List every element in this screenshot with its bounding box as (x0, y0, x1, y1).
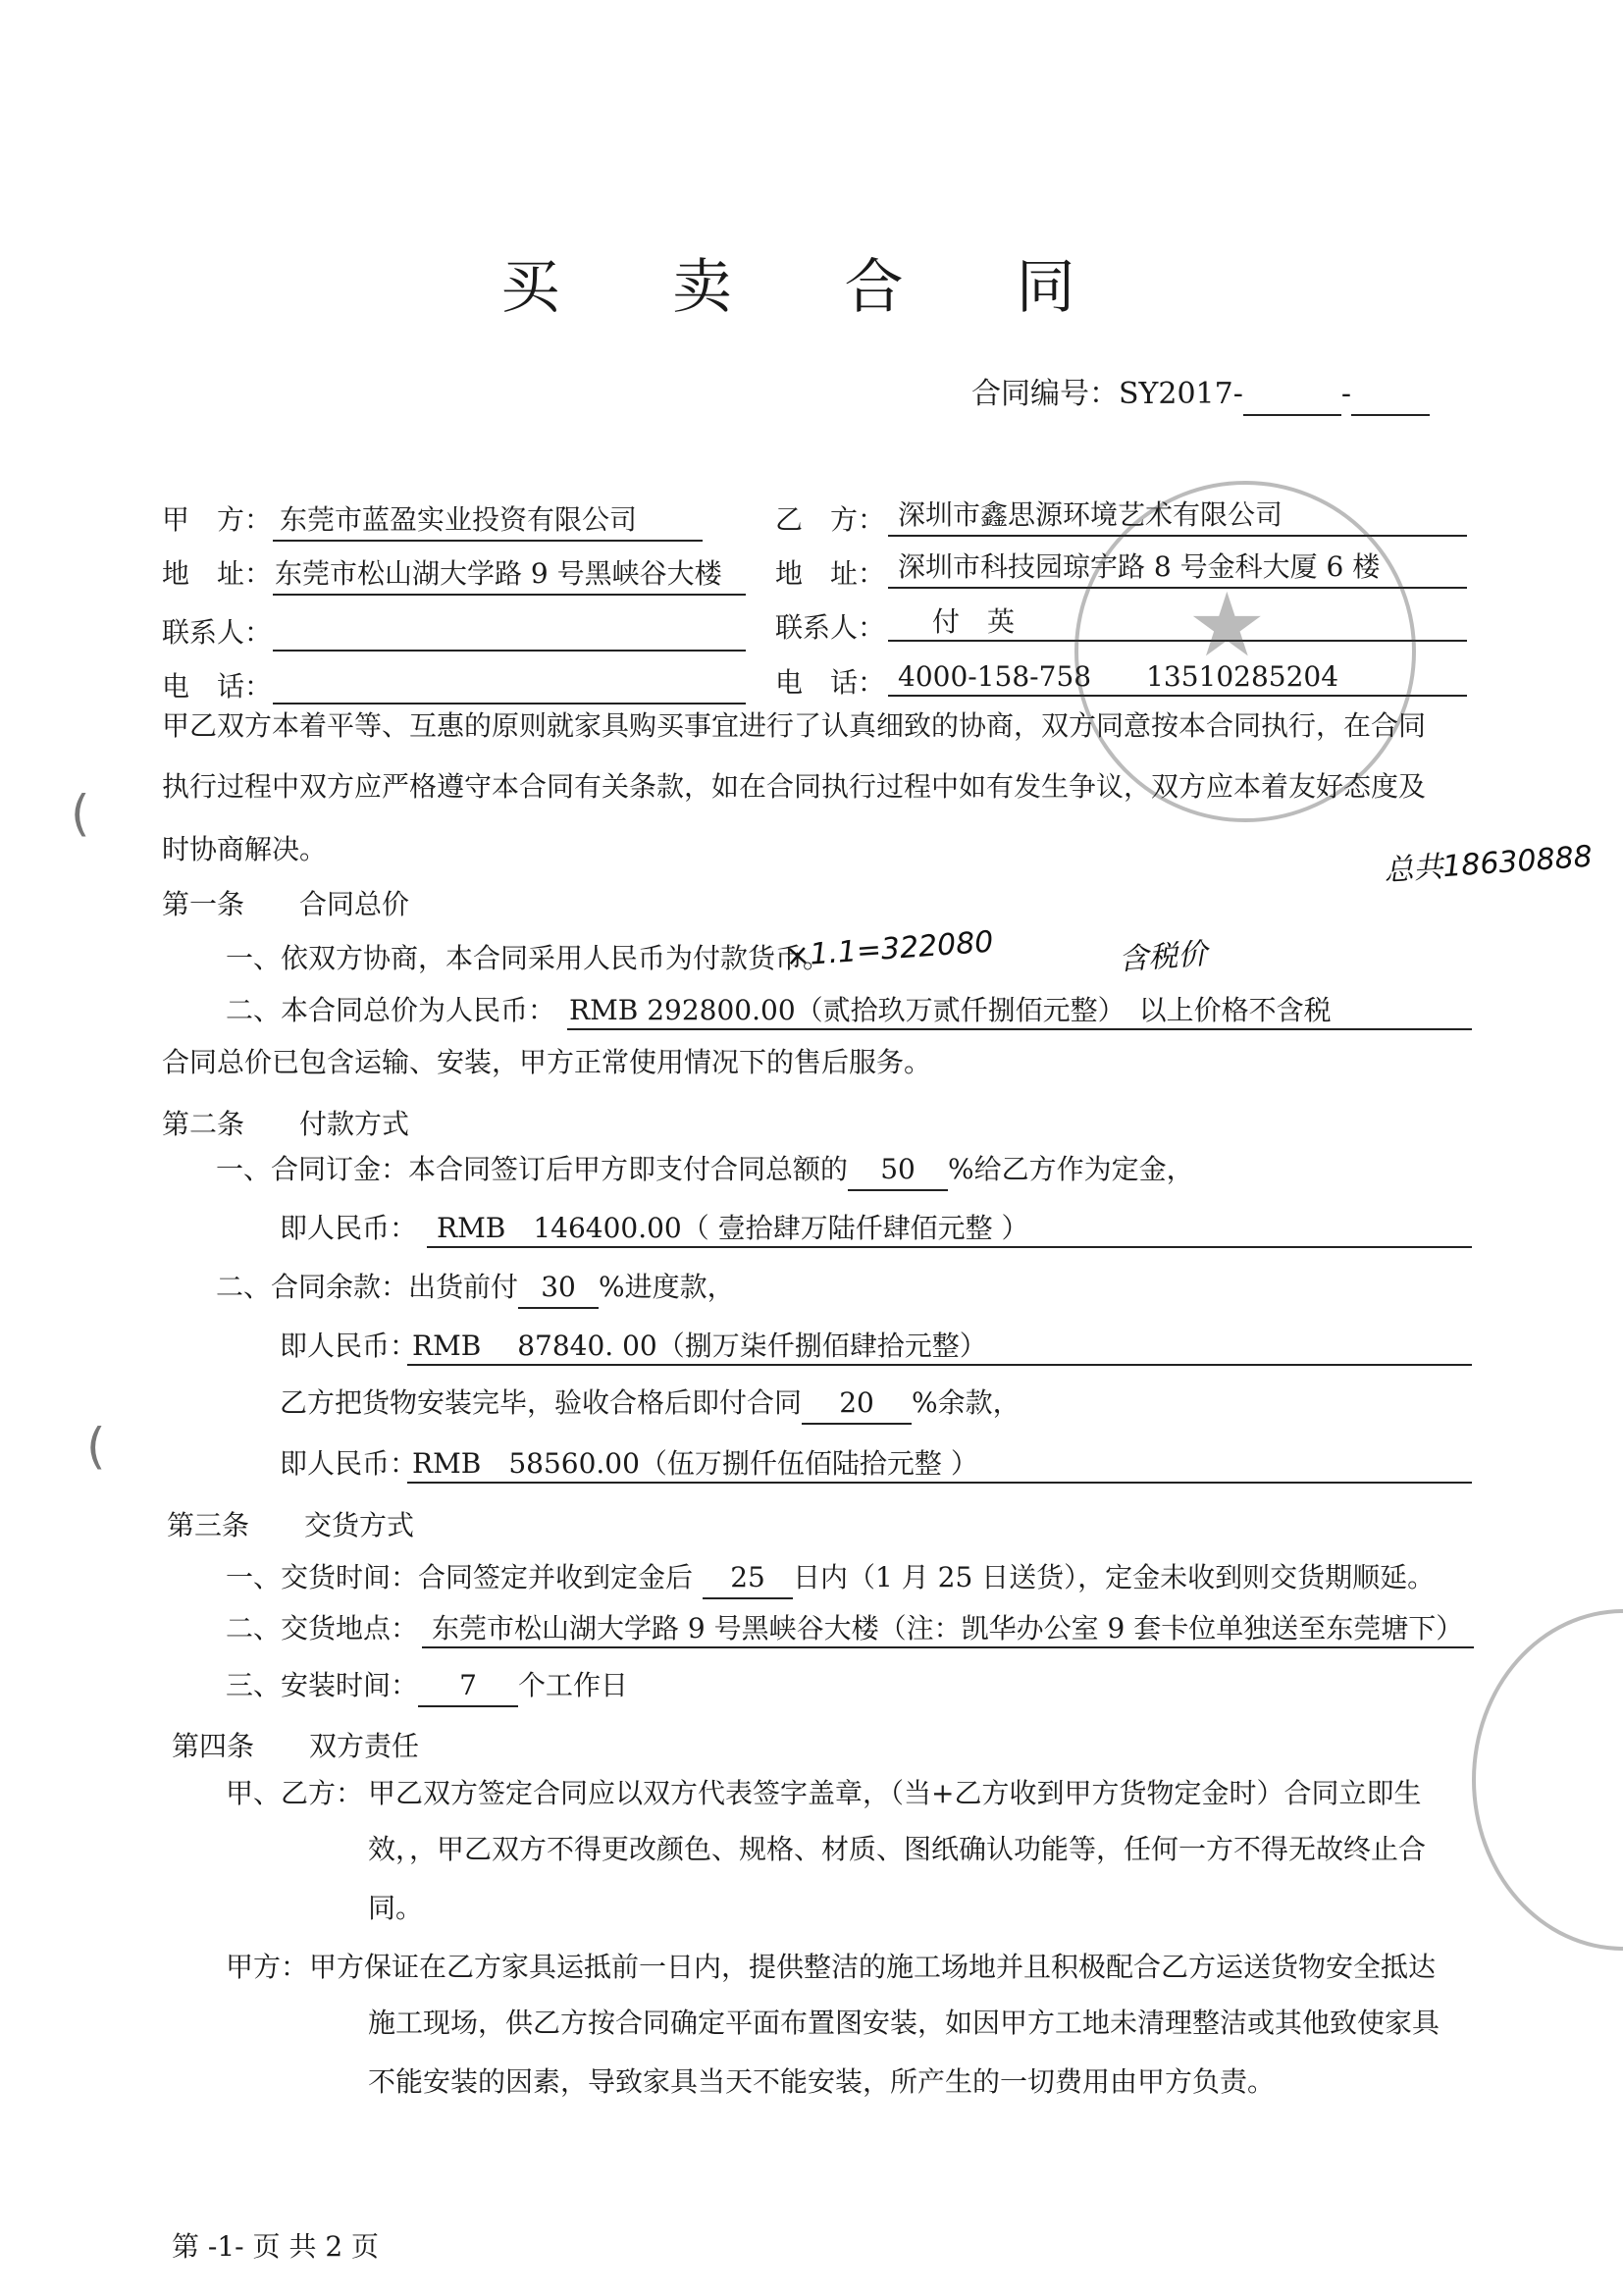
party-a-name-underline (273, 540, 703, 542)
deposit-rmb-underline (427, 1246, 1472, 1248)
party-b-phone: 4000-158-758 13510285204 (898, 660, 1339, 693)
balance-suffix: %进度款， (599, 1271, 735, 1303)
article-2-heading: 第二条 付款方式 (162, 1108, 410, 1140)
intro-line-3: 时协商解决。 (162, 833, 328, 865)
a-label: 甲方： (226, 1951, 309, 1983)
deposit-suffix: %给乙方作为定金， (948, 1153, 1194, 1185)
article-3-heading: 第三条 交货方式 (167, 1509, 415, 1541)
balance-percent: 30 (518, 1268, 599, 1309)
a-line-1: 甲方保证在乙方家具运抵前一日内，提供整洁的施工场地并且积极配合乙方运送货物安全抵达 (309, 1951, 1437, 1983)
party-b-address: 深圳市科技园琼宇路 8 号金科大厦 6 楼 (898, 550, 1381, 583)
punch-hole-mark: ( (86, 1418, 106, 1475)
article-1-item-2-continued: 合同总价已包含运输、安装，甲方正常使用情况下的售后服务。 (162, 1046, 932, 1078)
balance-rmb-amount: RMB 87840. 00（捌万柒仟捌佰肆拾元整） (412, 1330, 987, 1362)
seal-star-icon: ★ (1187, 574, 1267, 677)
party-a-address: 东莞市松山湖大学路 9 号黑峡谷大楼 (275, 557, 722, 590)
ab-line-3: 同。 (368, 1892, 424, 1924)
party-b-contact-label: 联系人： (775, 611, 886, 644)
delivery-place: 东莞市松山湖大学路 9 号黑峡谷大楼（注：凯华办公室 9 套卡位单独送至东莞塘下） (432, 1612, 1464, 1644)
party-a-contact-field (273, 650, 746, 652)
ab-label: 甲、乙方： (226, 1777, 364, 1809)
balance-line (216, 1268, 735, 1309)
party-a-label: 甲 方： (162, 503, 273, 536)
ab-line-2: 效，，甲乙双方不得更改颜色、规格、材质、图纸确认功能等，任何一方不得无故终止合 (368, 1833, 1427, 1865)
balance-rmb-label: 即人民币： (280, 1330, 418, 1362)
edge-seal (1472, 1609, 1623, 1951)
party-a-contact-label: 联系人： (162, 616, 273, 649)
handwritten-calculation: ×1.1=322080 (784, 924, 995, 974)
delivery-place-prefix: 二、交货地点： (226, 1612, 419, 1644)
install-line (226, 1666, 628, 1707)
handwritten-tax-note: 含税价 (1118, 936, 1209, 978)
party-b-contact: 付 英 (932, 605, 1016, 638)
contract-number-blank-2 (1351, 375, 1430, 416)
party-a-address-underline (273, 594, 746, 596)
contract-number-sep: - (1340, 377, 1351, 411)
party-b-label: 乙 方： (775, 503, 886, 536)
final-line (280, 1383, 1021, 1425)
intro-line-2: 执行过程中双方应严格遵守本合同有关条款，如在合同执行过程中如有发生争议，双方应本着友好态度及 (162, 770, 1427, 803)
final-prefix: 乙方把货物安装完毕，验收合格后即付合同 (280, 1386, 803, 1419)
article-1-total-price: RMB 292800.00（贰拾玖万贰仟捌佰元整） 以上价格不含税 (569, 994, 1332, 1026)
delivery-time-line (226, 1558, 1435, 1599)
deposit-prefix: 一、合同订金：本合同签订后甲方即支付合同总额的 (216, 1153, 849, 1185)
contract-number-blank-1 (1243, 375, 1341, 416)
contract-number (971, 375, 1430, 416)
final-suffix: %余款， (912, 1386, 1021, 1419)
page-footer: 第 -1- 页 共 2 页 (172, 2230, 380, 2263)
article-1-total-underline (567, 1028, 1472, 1030)
party-b-address-label: 地 址： (775, 557, 886, 590)
final-percent: 20 (802, 1383, 912, 1425)
article-4-heading: 第四条 双方责任 (172, 1730, 420, 1762)
deposit-percent: 50 (848, 1150, 948, 1191)
deposit-rmb-amount: RMB 146400.00（ 壹拾肆万陆仟肆佰元整 ） (437, 1212, 1029, 1244)
deposit-line (216, 1150, 1194, 1191)
deposit-rmb-label: 即人民币： (280, 1212, 418, 1244)
party-a-phone-label: 电 话： (162, 670, 273, 703)
install-days: 7 (418, 1666, 518, 1707)
article-1-item-1: 一、依双方协商，本合同采用人民币为付款货币。 (226, 942, 831, 974)
party-b-phone-label: 电 话： (775, 666, 886, 699)
handwritten-phone-note: 总共18630888 (1383, 839, 1594, 889)
delivery-days: 25 (703, 1558, 793, 1599)
party-a-name: 东莞市蓝盈实业投资有限公司 (280, 503, 638, 536)
final-rmb-label: 即人民币： (280, 1447, 418, 1480)
install-suffix: 个工作日 (518, 1669, 629, 1701)
contract-title: 买 卖 合 同 (500, 253, 1123, 322)
ab-line-1: 甲乙双方签定合同应以双方代表签字盖章，（当+乙方收到甲方货物定金时）合同立即生 (368, 1777, 1422, 1809)
a-line-2: 施工现场，供乙方按合同确定平面布置图安装，如因甲方工地未清理整洁或其他致使家具 (368, 2007, 1440, 2039)
punch-hole-mark: ( (71, 785, 90, 842)
article-1-heading: 第一条 合同总价 (162, 888, 410, 920)
party-a-address-label: 地 址： (162, 557, 273, 590)
final-rmb-underline (407, 1482, 1472, 1484)
delivery-time-suffix: 日内（1 月 25 日送货），定金未收到则交货期顺延。 (793, 1561, 1436, 1593)
delivery-time-prefix: 一、交货时间：合同签定并收到定金后 (226, 1561, 694, 1593)
party-a-phone-field (273, 703, 746, 704)
contract-number-label: 合同编号：SY2017- (971, 377, 1243, 411)
delivery-place-underline (422, 1646, 1474, 1648)
intro-line-1: 甲乙双方本着平等、互惠的原则就家具购买事宜进行了认真细致的协商，双方同意按本合同执行，在合同 (162, 709, 1427, 742)
install-prefix: 三、安装时间： (226, 1669, 419, 1701)
final-rmb-amount: RMB 58560.00（伍万捌仟伍佰陆拾元整 ） (412, 1447, 978, 1480)
article-1-item-2-prefix: 二、本合同总价为人民币： (226, 994, 556, 1026)
balance-prefix: 二、合同余款：出货前付 (216, 1271, 519, 1303)
a-line-3: 不能安装的因素，导致家具当天不能安装，所产生的一切费用由甲方负责。 (368, 2065, 1276, 2098)
party-b-name: 深圳市鑫思源环境艺术有限公司 (898, 498, 1283, 531)
balance-rmb-underline (407, 1364, 1472, 1366)
